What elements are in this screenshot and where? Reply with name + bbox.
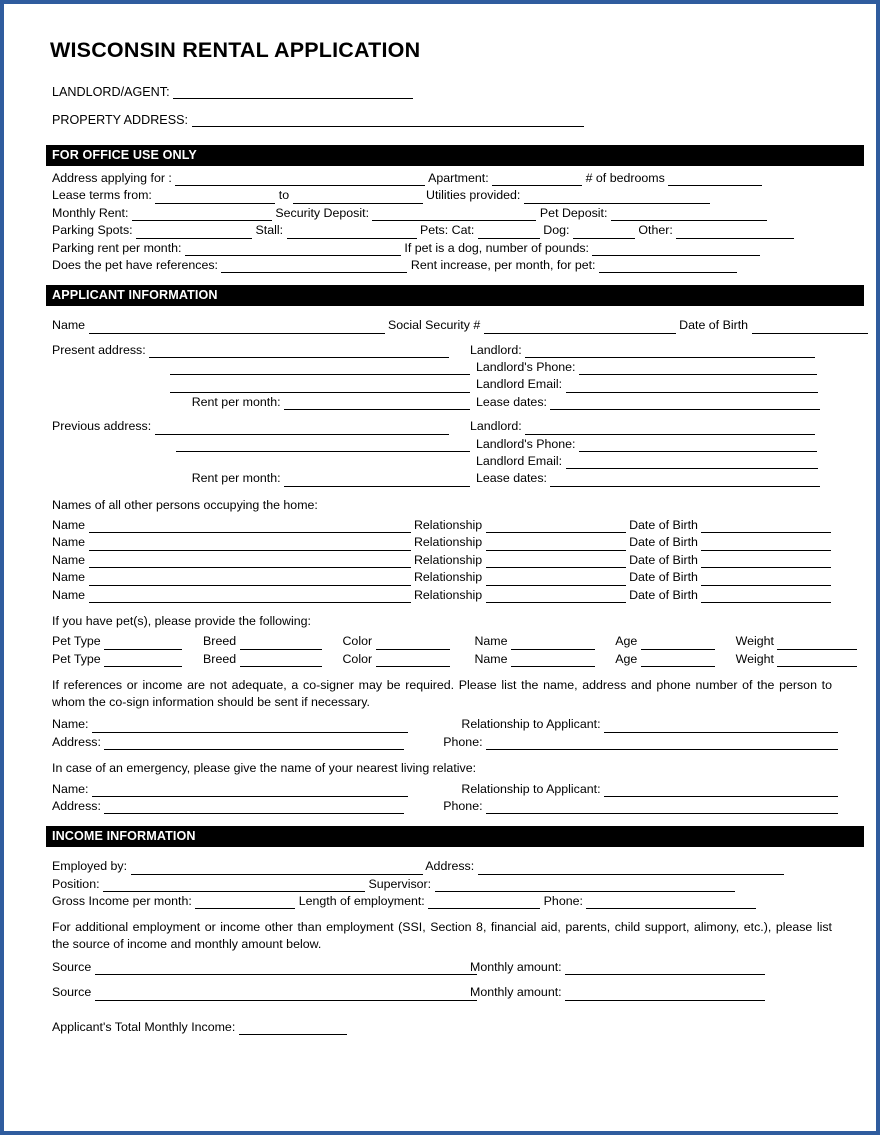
label-occupant-name-2: Name bbox=[52, 535, 86, 550]
applicant-section bbox=[46, 310, 838, 814]
input-previous-address-line1[interactable] bbox=[155, 422, 449, 435]
input-occupant-name-1[interactable] bbox=[89, 520, 411, 533]
input-pet-age-1[interactable] bbox=[641, 637, 715, 650]
input-pet-references[interactable] bbox=[221, 260, 407, 273]
input-occupant-name-5[interactable] bbox=[89, 590, 411, 603]
input-present-landlord[interactable] bbox=[525, 345, 815, 358]
pet-row-2 bbox=[52, 651, 838, 667]
income-row-employer bbox=[52, 858, 838, 874]
input-pet-breed-2[interactable] bbox=[240, 654, 322, 667]
label-pet-type-1: Pet Type bbox=[52, 634, 101, 649]
occupants-note: Names of all other persons occupying the home: bbox=[52, 497, 318, 512]
label-pet-age-2: Age bbox=[615, 651, 638, 666]
input-monthly-rent[interactable] bbox=[132, 208, 272, 221]
office-row-parking-pets bbox=[52, 222, 838, 238]
label-occupant-relationship-5: Relationship bbox=[413, 587, 483, 602]
input-cosigner-address[interactable] bbox=[104, 737, 404, 750]
input-occupant-dob-1[interactable] bbox=[701, 520, 831, 533]
property-address-field bbox=[52, 113, 838, 127]
input-gross-income[interactable] bbox=[195, 896, 295, 909]
input-occupant-name-2[interactable] bbox=[89, 538, 411, 551]
label-occupant-dob-1: Date of Birth bbox=[629, 518, 698, 532]
income-source-row-1 bbox=[52, 959, 838, 975]
input-occupant-name-4[interactable] bbox=[89, 573, 411, 586]
label-lease-terms-to: to bbox=[278, 188, 290, 203]
input-previous-lease-dates[interactable] bbox=[550, 474, 820, 487]
input-pets-other[interactable] bbox=[676, 226, 794, 239]
label-employer-phone: Phone: bbox=[543, 894, 583, 909]
input-occupant-relationship-5[interactable] bbox=[486, 590, 626, 603]
input-present-landlord-phone[interactable] bbox=[579, 362, 817, 375]
income-row-gross bbox=[52, 893, 838, 909]
input-apartment[interactable] bbox=[492, 173, 582, 186]
input-address-applying[interactable] bbox=[175, 173, 425, 186]
input-income-amount-2[interactable] bbox=[565, 988, 765, 1001]
cosigner-paragraph: If references or income are not adequate, a co-signer may be required. Please list the name, address and phone number of the person to whom the co-sign information should be sent if necessary. bbox=[52, 678, 832, 709]
label-occupant-relationship-4: Relationship bbox=[413, 570, 483, 585]
label-cosigner-relationship: Relationship to Applicant: bbox=[461, 717, 601, 732]
property-address-input[interactable] bbox=[192, 114, 584, 127]
cosigner-relationship-cell bbox=[461, 716, 838, 732]
label-emergency-name: Name: bbox=[52, 781, 89, 796]
label-apartment: Apartment: bbox=[428, 171, 489, 185]
previous-address-row-1 bbox=[52, 418, 838, 434]
previous-address-row-3 bbox=[52, 453, 838, 469]
label-stall: Stall: bbox=[255, 223, 284, 238]
label-address-applying: Address applying for : bbox=[52, 171, 172, 185]
input-pet-breed-1[interactable] bbox=[240, 637, 322, 650]
label-supervisor: Supervisor: bbox=[368, 876, 432, 891]
label-occupant-dob-2: Date of Birth bbox=[629, 535, 698, 550]
office-row-pet-references bbox=[52, 257, 838, 273]
office-use-section bbox=[46, 170, 838, 273]
applicant-name-row bbox=[52, 317, 838, 333]
previous-address-row-2 bbox=[52, 436, 838, 452]
input-date-of-birth[interactable] bbox=[752, 321, 869, 334]
input-dog-pounds[interactable] bbox=[592, 243, 760, 256]
input-emergency-phone[interactable] bbox=[486, 801, 838, 814]
input-previous-address-line2[interactable] bbox=[176, 439, 470, 452]
input-emergency-relationship[interactable] bbox=[604, 784, 838, 797]
label-monthly-rent: Monthly Rent: bbox=[52, 205, 129, 220]
input-pet-color-1[interactable] bbox=[376, 637, 450, 650]
label-income-amount-1: Monthly amount: bbox=[470, 959, 562, 974]
label-pet-weight-2: Weight bbox=[735, 651, 774, 666]
label-cosigner-phone: Phone: bbox=[443, 734, 483, 749]
present-address-left-2 bbox=[52, 359, 476, 375]
label-pet-references: Does the pet have references: bbox=[52, 257, 218, 272]
input-total-monthly-income[interactable] bbox=[239, 1022, 347, 1035]
emergency-relationship-cell bbox=[461, 781, 838, 797]
input-pets-dog[interactable] bbox=[573, 226, 635, 239]
previous-address-row-4 bbox=[52, 470, 838, 486]
label-emergency-address: Address: bbox=[52, 798, 101, 813]
input-previous-landlord-phone[interactable] bbox=[579, 439, 817, 452]
previous-address-left-2 bbox=[52, 436, 476, 452]
label-gross-income: Gross Income per month: bbox=[52, 894, 192, 909]
label-occupant-dob-3: Date of Birth bbox=[629, 552, 698, 567]
landlord-agent-input[interactable] bbox=[173, 86, 413, 99]
section-header-applicant-information: APPLICANT INFORMATION bbox=[46, 285, 864, 306]
emergency-note: In case of an emergency, please give the name of your nearest living relative: bbox=[52, 761, 477, 776]
label-pet-age-1: Age bbox=[615, 634, 638, 649]
label-pets-cat: Pets: Cat: bbox=[419, 223, 475, 238]
input-length-employment[interactable] bbox=[428, 896, 540, 909]
input-income-amount-1[interactable] bbox=[565, 962, 765, 975]
present-lease-dates-cell bbox=[476, 394, 838, 410]
input-present-address-line3[interactable] bbox=[170, 380, 470, 393]
input-pet-age-2[interactable] bbox=[641, 654, 715, 667]
label-social-security: Social Security # bbox=[387, 318, 481, 333]
cosigner-name-cell bbox=[52, 716, 461, 732]
emergency-row-1 bbox=[52, 781, 838, 797]
label-parking-spots: Parking Spots: bbox=[52, 223, 133, 238]
previous-landlord-cell bbox=[470, 418, 838, 434]
input-supervisor[interactable] bbox=[435, 879, 735, 892]
label-pet-rent-increase: Rent increase, per month, for pet: bbox=[410, 257, 596, 272]
input-previous-landlord[interactable] bbox=[525, 422, 815, 435]
label-previous-landlord-phone: Landlord's Phone: bbox=[476, 436, 576, 451]
input-pet-type-2[interactable] bbox=[104, 654, 182, 667]
income-source-cell-2 bbox=[52, 984, 470, 1000]
input-occupant-dob-3[interactable] bbox=[701, 555, 831, 568]
input-cosigner-name[interactable] bbox=[92, 720, 408, 733]
previous-landlord-email-cell bbox=[476, 453, 838, 469]
total-income-row bbox=[52, 1019, 838, 1035]
label-present-landlord: Landlord: bbox=[470, 342, 522, 357]
input-stall[interactable] bbox=[287, 226, 417, 239]
input-occupant-dob-4[interactable] bbox=[701, 573, 831, 586]
input-pet-name-1[interactable] bbox=[511, 637, 595, 650]
label-present-address: Present address: bbox=[52, 342, 146, 357]
occupant-row-4 bbox=[52, 569, 838, 585]
label-pet-color-1: Color bbox=[342, 634, 373, 649]
input-present-address-line1[interactable] bbox=[149, 345, 449, 358]
present-landlord-cell bbox=[470, 342, 838, 358]
label-occupant-name-5: Name bbox=[52, 587, 86, 602]
label-bedrooms: # of bedrooms bbox=[585, 171, 665, 185]
label-employer-address: Address: bbox=[425, 859, 475, 874]
label-pet-deposit: Pet Deposit: bbox=[539, 205, 608, 220]
present-address-row-4 bbox=[52, 394, 838, 410]
input-pets-cat[interactable] bbox=[478, 226, 540, 239]
label-pet-weight-1: Weight bbox=[735, 634, 774, 649]
property-address-label: PROPERTY ADDRESS: bbox=[52, 113, 189, 127]
input-occupant-relationship-4[interactable] bbox=[486, 573, 626, 586]
input-social-security[interactable] bbox=[484, 321, 676, 334]
label-emergency-phone: Phone: bbox=[443, 798, 483, 813]
label-income-source-2: Source bbox=[52, 985, 92, 1000]
input-lease-terms-to[interactable] bbox=[293, 191, 423, 204]
office-row-address-applying bbox=[52, 170, 838, 186]
input-occupant-dob-5[interactable] bbox=[701, 590, 831, 603]
input-utilities-provided[interactable] bbox=[524, 191, 710, 204]
landlord-agent-label: LANDLORD/AGENT: bbox=[52, 85, 170, 99]
label-present-landlord-email: Landlord Email: bbox=[476, 377, 563, 392]
section-header-income-information: INCOME INFORMATION bbox=[46, 826, 864, 847]
label-emergency-relationship: Relationship to Applicant: bbox=[461, 781, 601, 796]
input-cosigner-relationship[interactable] bbox=[604, 720, 838, 733]
input-occupant-relationship-1[interactable] bbox=[486, 520, 626, 533]
label-occupant-name-4: Name bbox=[52, 570, 86, 585]
emergency-row-2 bbox=[52, 798, 838, 814]
input-pet-color-2[interactable] bbox=[376, 654, 450, 667]
input-income-source-2[interactable] bbox=[95, 988, 477, 1001]
previous-address-left-3 bbox=[52, 453, 476, 469]
label-total-monthly-income: Applicant's Total Monthly Income: bbox=[52, 1019, 236, 1034]
label-pet-breed-1: Breed bbox=[203, 634, 237, 649]
label-occupant-name-3: Name bbox=[52, 552, 86, 567]
emergency-name-cell bbox=[52, 781, 461, 797]
income-amount-cell-1 bbox=[470, 959, 838, 975]
label-present-landlord-phone: Landlord's Phone: bbox=[476, 360, 576, 374]
page-title: WISCONSIN RENTAL APPLICATION bbox=[50, 38, 421, 62]
input-applicant-name[interactable] bbox=[89, 321, 385, 334]
emergency-address-cell bbox=[52, 798, 443, 814]
label-pet-name-2: Name bbox=[474, 651, 508, 666]
cosigner-row-2 bbox=[52, 734, 838, 750]
label-position: Position: bbox=[52, 876, 100, 891]
label-present-lease-dates: Lease dates: bbox=[476, 394, 547, 409]
input-present-address-line2[interactable] bbox=[170, 362, 470, 375]
office-row-lease-terms bbox=[52, 187, 838, 203]
input-pet-type-1[interactable] bbox=[104, 637, 182, 650]
present-landlord-phone-cell bbox=[476, 359, 838, 375]
input-parking-spots[interactable] bbox=[136, 226, 252, 239]
input-pet-name-2[interactable] bbox=[511, 654, 595, 667]
label-pet-type-2: Pet Type bbox=[52, 651, 101, 666]
input-occupant-relationship-3[interactable] bbox=[486, 555, 626, 568]
present-address-row-2 bbox=[52, 359, 838, 375]
label-security-deposit: Security Deposit: bbox=[275, 205, 370, 220]
label-previous-landlord: Landlord: bbox=[470, 419, 522, 434]
input-occupant-name-3[interactable] bbox=[89, 555, 411, 568]
label-occupant-dob-4: Date of Birth bbox=[629, 570, 698, 585]
label-income-amount-2: Monthly amount: bbox=[470, 985, 562, 1000]
present-landlord-email-cell bbox=[476, 376, 838, 392]
section-header-office-use: FOR OFFICE USE ONLY bbox=[46, 145, 864, 166]
present-address-left-3 bbox=[52, 376, 476, 392]
input-parking-rent[interactable] bbox=[185, 243, 401, 256]
occupant-row-2 bbox=[52, 534, 838, 550]
label-previous-address: Previous address: bbox=[52, 419, 152, 434]
income-source-row-2 bbox=[52, 984, 838, 1000]
label-previous-lease-dates: Lease dates: bbox=[476, 471, 547, 486]
cosigner-phone-cell bbox=[443, 734, 838, 750]
label-pet-color-2: Color bbox=[342, 651, 373, 666]
previous-address-left-1 bbox=[52, 418, 470, 434]
present-rent-cell bbox=[52, 394, 476, 410]
input-emergency-name[interactable] bbox=[92, 784, 408, 797]
input-position[interactable] bbox=[103, 879, 365, 892]
previous-landlord-phone-cell bbox=[476, 436, 838, 452]
office-row-parking-rent bbox=[52, 240, 838, 256]
income-source-cell-1 bbox=[52, 959, 470, 975]
income-amount-cell-2 bbox=[470, 984, 838, 1000]
label-occupant-relationship-1: Relationship bbox=[413, 518, 483, 532]
label-date-of-birth: Date of Birth bbox=[679, 318, 749, 333]
additional-income-paragraph: For additional employment or income other than employment (SSI, Section 8, financial aid, parents, child support, alimony, etc.), please list the source of income and monthly amount below. bbox=[52, 920, 832, 952]
label-previous-landlord-email: Landlord Email: bbox=[476, 453, 563, 468]
pets-note: If you have pet(s), please provide the following: bbox=[52, 613, 311, 628]
label-income-source-1: Source bbox=[52, 959, 92, 974]
previous-lease-dates-cell bbox=[476, 470, 838, 486]
input-pet-deposit[interactable] bbox=[611, 208, 767, 221]
input-employer-address[interactable] bbox=[478, 862, 784, 875]
input-occupant-relationship-2[interactable] bbox=[486, 538, 626, 551]
income-row-position bbox=[52, 876, 838, 892]
label-lease-terms-from: Lease terms from: bbox=[52, 188, 152, 203]
label-pets-other: Other: bbox=[638, 223, 673, 238]
present-address-left-1 bbox=[52, 342, 470, 358]
label-parking-rent: Parking rent per month: bbox=[52, 240, 182, 255]
pet-row-1 bbox=[52, 633, 838, 649]
label-occupant-name-1: Name bbox=[52, 518, 86, 532]
label-cosigner-name: Name: bbox=[52, 717, 89, 732]
document-paper bbox=[12, 12, 868, 1123]
label-pet-name-1: Name bbox=[474, 634, 508, 649]
emergency-phone-cell bbox=[443, 798, 838, 814]
previous-rent-cell bbox=[52, 470, 476, 486]
label-length-employment: Length of employment: bbox=[298, 894, 425, 909]
label-dog-pounds: If pet is a dog, number of pounds: bbox=[404, 240, 589, 255]
cosigner-row-1 bbox=[52, 716, 838, 732]
occupant-row-3 bbox=[52, 552, 838, 568]
input-present-landlord-email[interactable] bbox=[566, 380, 818, 393]
input-employed-by[interactable] bbox=[131, 862, 423, 875]
label-employed-by: Employed by: bbox=[52, 859, 128, 874]
label-occupant-relationship-3: Relationship bbox=[413, 552, 483, 567]
office-row-rent-deposits bbox=[52, 205, 838, 221]
input-present-rent-per-month[interactable] bbox=[284, 397, 470, 410]
label-pets-dog: Dog: bbox=[543, 223, 570, 238]
input-present-lease-dates[interactable] bbox=[550, 397, 820, 410]
input-previous-rent-per-month[interactable] bbox=[284, 474, 470, 487]
input-bedrooms[interactable] bbox=[668, 173, 762, 186]
present-address-row-1 bbox=[52, 342, 838, 358]
label-pet-breed-2: Breed bbox=[203, 651, 237, 666]
label-present-rent-per-month: Rent per month: bbox=[191, 394, 281, 409]
input-pet-weight-2[interactable] bbox=[777, 654, 857, 667]
input-pet-rent-increase[interactable] bbox=[599, 260, 737, 273]
label-occupant-dob-5: Date of Birth bbox=[629, 587, 698, 602]
label-cosigner-address: Address: bbox=[52, 734, 101, 749]
input-security-deposit[interactable] bbox=[372, 208, 536, 221]
label-occupant-relationship-2: Relationship bbox=[413, 535, 483, 550]
income-section bbox=[46, 851, 838, 1035]
input-cosigner-phone[interactable] bbox=[486, 737, 838, 750]
input-previous-landlord-email[interactable] bbox=[566, 456, 818, 469]
occupant-row-5 bbox=[52, 587, 838, 603]
input-emergency-address[interactable] bbox=[104, 801, 404, 814]
input-income-source-1[interactable] bbox=[95, 962, 477, 975]
label-utilities-provided: Utilities provided: bbox=[426, 188, 521, 203]
present-address-row-3 bbox=[52, 376, 838, 392]
input-employer-phone[interactable] bbox=[586, 896, 756, 909]
label-applicant-name: Name bbox=[52, 318, 86, 333]
input-occupant-dob-2[interactable] bbox=[701, 538, 831, 551]
occupant-row-1 bbox=[52, 517, 838, 533]
input-pet-weight-1[interactable] bbox=[777, 637, 857, 650]
input-lease-terms-from[interactable] bbox=[155, 191, 275, 204]
label-previous-rent-per-month: Rent per month: bbox=[191, 471, 281, 486]
landlord-agent-field bbox=[52, 85, 838, 99]
cosigner-address-cell bbox=[52, 734, 443, 750]
